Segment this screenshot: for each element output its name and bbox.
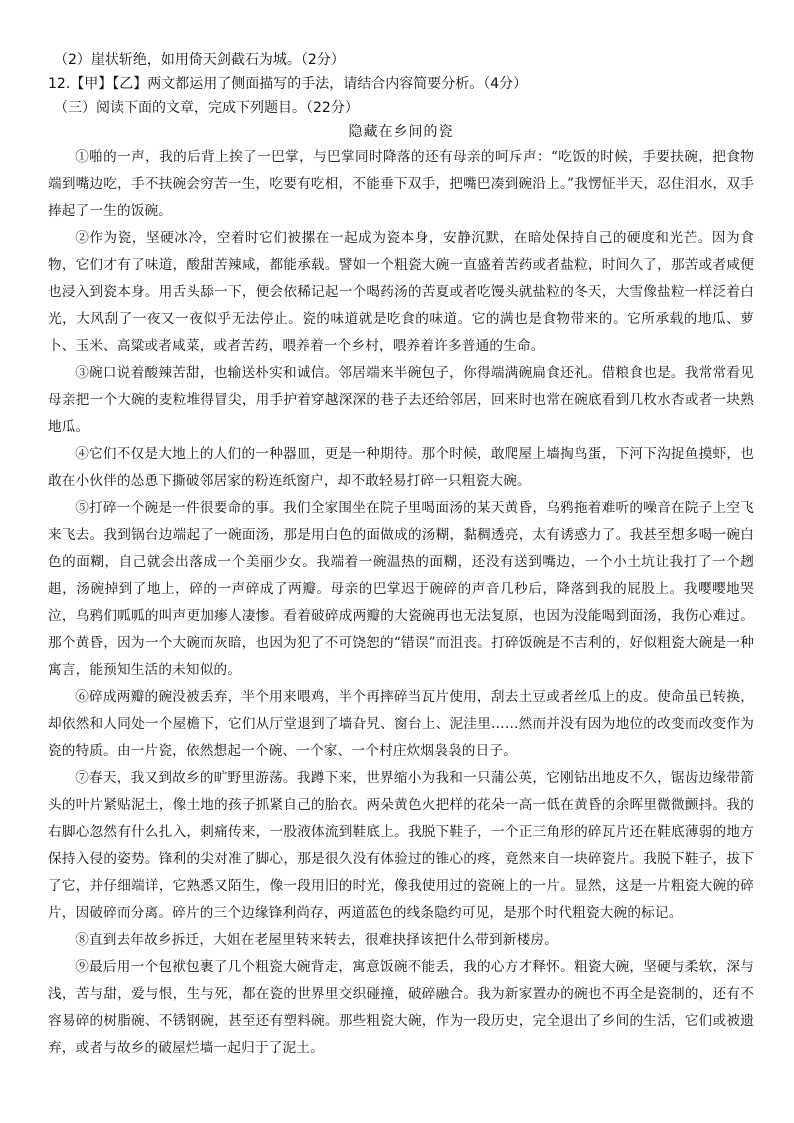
- paragraph-5: ⑤打碎一个碗是一件很要命的事。我们全家围坐在院子里喝面汤的某天黄昏，乌鸦拖着难听的噪音在院子上空飞来飞去。我到锅台边端起了一碗面汤，那是用白色的面做成的汤糊，黏稠透亮，太有诱惑力了。我甚至想多喝一碗白色的面糊，自己就会出落成一个美丽少女。我端着一碗温热的面糊，还没有送到嘴边，一个小土坑让我打了一个趔趄，汤碗掉到了地上，碎的一声碎成了两瓣。母亲的巴掌迟于碗碎的声音几秒后，降落到我的屁股上。我嘤嘤地哭泣，乌鸦们呱呱的叫声更加瘆人凄惨。看着破碎成两瓣的大瓷碗再也无法复原，也因为没能喝到面汤，我伤心难过。那个黄昏，因为一个大碗而灰暗，也因为犯了不可饶恕的“错误”而沮丧。打碎饭碗是不吉利的，好似粗瓷大碗是一种寓言，能预知生活的未知似的。: [48, 500, 754, 678]
- paragraph-4: ④它们不仅是大地上的人们的一种器皿，更是一种期待。那个时候，敢爬屋上墙掏鸟蛋，下河下沟捉鱼摸虾，也敢在小伙伴的怂恿下撕破邻居家的粉连纸窗户，却不敢轻易打碎一只粗瓷大碗。: [48, 446, 754, 489]
- paragraph-3: ③碗口说着酸辣苦甜，也输送朴实和诚信。邻居端来半碗包子，你得端满碗扁食还礼。借粮食也是。我常常看见母亲把一个大碗的麦粒堆得冒尖，用手护着穿越深深的巷子去还给邻居，回来时也常在碗底看到几枚水杏或者一块熟地瓜。: [48, 365, 754, 435]
- paragraph-1: ①啪的一声，我的后背上挨了一巴掌，与巴掌同时降落的还有母亲的呵斥声：“吃饭的时候，手要扶碗，把食物端到嘴边吃，手不扶碗会穷苦一生，吃要有吃相，不能垂下双手，把嘴巴凑到碗沿上。”我愣怔半天，忍住泪水，双手捧起了一生的饭碗。: [48, 149, 754, 219]
- question-11-2: （2）崖状斩绝，如用倚天剑截石为城。（2分）: [54, 52, 345, 68]
- paragraph-8: ⑧直到去年故乡拆迁，大姐在老屋里转来转去，很难抉择该把什么带到新楼房。: [75, 932, 558, 948]
- question-12: 12.【甲】【乙】两文都运用了侧面描写的手法，请结合内容简要分析。（4分）: [48, 76, 528, 92]
- article-title: 隐藏在乡间的瓷: [348, 124, 454, 140]
- paragraph-6: ⑥碎成两瓣的碗没被丢弃，半个用来喂鸡，半个再摔碎当瓦片使用，刮去土豆或者丝瓜上的皮。使命虽已转换，却依然和人同处一个屋檐下，它们从厅堂退到了墙旮旯、窗台上、泥洼里……然而并没有因为地位的改变而改变作为瓷的特质。由一片瓷，依然想起一个碗、一个家、一个村庄炊烟袅袅的日子。: [48, 689, 754, 759]
- paragraph-7: ⑦春天，我又到故乡的旷野里游荡。我蹲下来，世界缩小为我和一只蒲公英，它刚钻出地皮不久，锯齿边缘带箭头的叶片紧贴泥土，像土地的孩子抓紧自己的胎衣。两朵黄色火把样的花朵一高一低在黄昏的余晖里微微颤抖。我的右脚心忽然有什么扎入，刺痛传来，一股液体流到鞋底上。我脱下鞋子，一个正三角形的碎瓦片还在鞋底薄弱的地方保持入侵的姿势。锋利的尖对准了脚心，那是很久没有体验过的锥心的疼，竟然来自一块碎瓷片。我脱下鞋子，拔下了它，并仔细端详，它熟悉又陌生，像一段用旧的时光，像我使用过的瓷碗上的一片。显然，这是一片粗瓷大碗的碎片，因破碎而分离。碎片的三个边缘锋利尚存，两道蓝色的线条隐约可见，是那个时代粗瓷大碗的标记。: [48, 770, 754, 921]
- section-3-heading: （三）阅读下面的文章，完成下列题目。（22分）: [54, 100, 359, 116]
- paragraph-9: ⑨最后用一个包袱包裹了几个粗瓷大碗背走，寓意饭碗不能丢，我的心方才释怀。粗瓷大碗，坚硬与柔软，深与浅，苦与甜，爱与恨，生与死，都在瓷的世界里交织碰撞，破碎融合。我为新家置办的碗也不再全是瓷制的，还有不容易碎的树脂碗、不锈钢碗，甚至还有塑料碗。那些粗瓷大碗，作为一段历史，完全退出了乡间的生活，它们或被遗弃，或者与故乡的破屋烂墙一起归于了泥土。: [48, 959, 754, 1056]
- paragraph-2: ②作为瓷，坚硬冰冷，空着时它们被摞在一起成为瓷本身，安静沉默，在暗处保持自己的硬度和光芒。因为食物，它们才有了味道，酸甜苦辣咸，都能承载。譬如一个粗瓷大碗一直盛着苦药或者盐粒，时间久了，那苦或者咸便也浸入到瓷本身。用舌头舔一下，便会依稀记起一个喝药汤的苦夏或者吃馒头就盐粒的冬天，大雪像盐粒一样泛着白光，大风刮了一夜又一夜似乎无法停止。瓷的味道就是吃食的味道。它的满也是食物带来的。它所承载的地瓜、萝卜、玉米、高粱或者咸菜，或者苦药，喂养着一个乡村，喂养着许多普通的生命。: [48, 230, 754, 354]
